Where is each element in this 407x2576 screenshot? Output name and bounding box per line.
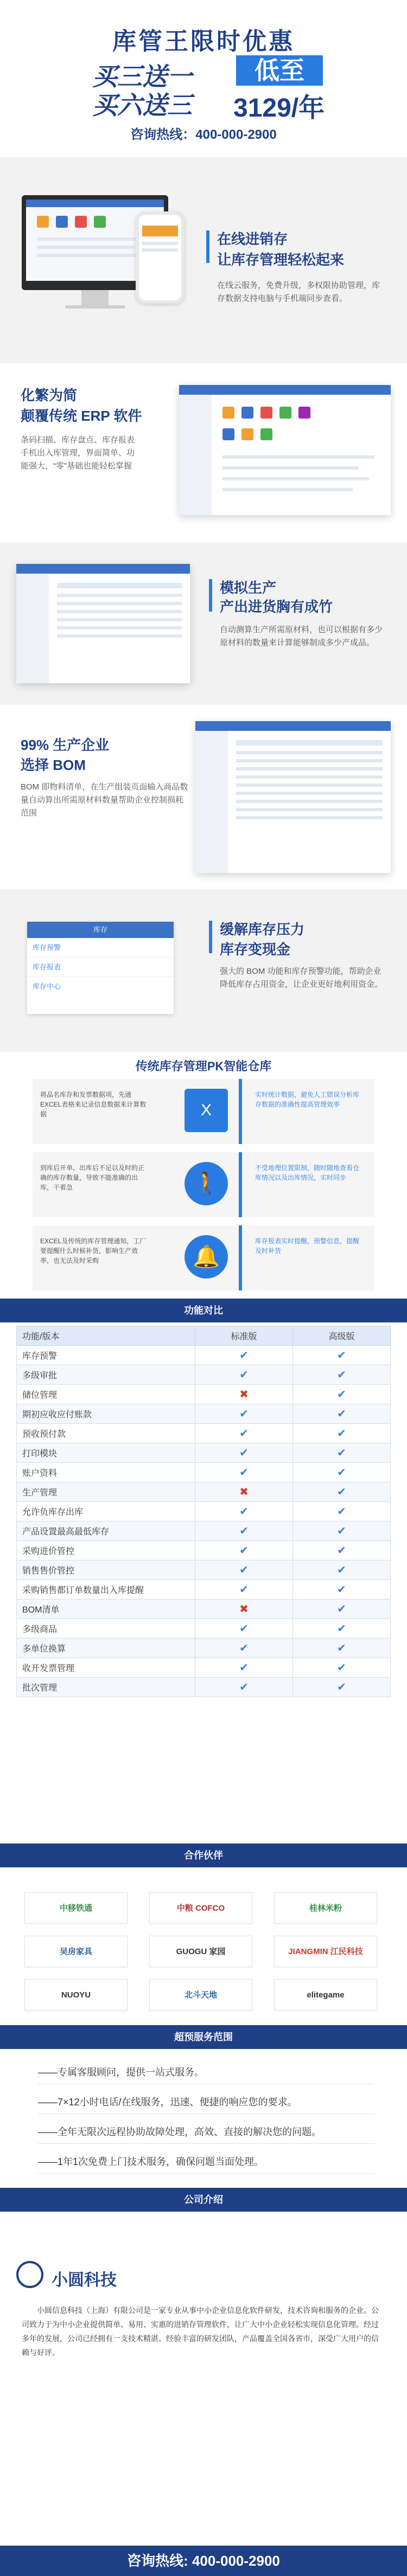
partner-logo: GUOGU 家园: [149, 1936, 252, 1967]
feature-subtitle-2: 颠覆传统 ERP 软件: [21, 408, 142, 424]
partner-logo: elitegame: [274, 1979, 377, 2010]
table-row: [17, 1482, 391, 1502]
feature-name-cell: 预收预付款: [17, 1424, 195, 1443]
compare-smart-3: 库存报表实时提醒，预警信息，提醒及时补货: [255, 1237, 360, 1255]
promo-title: 库管王限时优惠: [112, 28, 295, 55]
compare-traditional-1: 将品名库存和发票数据项，先通EXCEL表格来记录信息数据来计算数据: [40, 1091, 147, 1118]
service-item: ——1年1次免费上门技术服务，确保问题当面处理。: [38, 2150, 374, 2174]
table-row: [17, 1541, 391, 1560]
check-icon: ✔: [195, 1521, 293, 1541]
check-icon: ✔: [195, 1424, 293, 1443]
compare-traditional-3: EXCEL及传统的库存管理通知，工厂要提醒什么时候补货，影响生产效率，也无法及时采购: [40, 1237, 147, 1264]
partner-logo: NUOYU: [24, 1979, 128, 2010]
check-icon: ✔: [195, 1678, 293, 1697]
service-item: ——7×12小时电话/在线服务，迅速、便捷的响应您的要求。: [38, 2090, 374, 2114]
table-row: [17, 1599, 391, 1619]
check-icon: ✔: [195, 1404, 293, 1424]
feature-desc-3: 自动测算生产所需原材料，也可以根据有多少原材料的数量来计算能够制成多少产成品。: [220, 625, 383, 647]
feature-subtitle-5: 库存变现金: [220, 941, 291, 958]
table-row: [17, 1443, 391, 1463]
divider-stripe: [239, 1225, 242, 1290]
section-head-company: 公司介绍: [0, 2188, 407, 2212]
check-icon: ✔: [293, 1385, 391, 1404]
compare-section: [0, 1052, 407, 1296]
check-icon: ✔: [293, 1521, 391, 1541]
partner-logo: 吴房家具: [24, 1936, 128, 1967]
accent-bar: [209, 579, 212, 612]
company-logo-text: 小圆科技: [52, 2271, 117, 2289]
cross-icon: ✖: [195, 1599, 293, 1619]
check-icon: ✔: [293, 1619, 391, 1639]
table-row: [17, 1521, 391, 1541]
check-icon: ✔: [293, 1639, 391, 1658]
compare-traditional-2: 到库后开单、出库后不足以及时的正确的库存数量，导致不能准确的出库，干着急: [40, 1164, 145, 1191]
accent-bar: [209, 921, 212, 953]
cross-icon: ✖: [195, 1482, 293, 1502]
check-icon: ✔: [293, 1424, 391, 1443]
check-icon: ✔: [293, 1404, 391, 1424]
table-row: [17, 1404, 391, 1424]
partners-section: [0, 1871, 407, 2022]
feature-name-cell: 库存预警: [17, 1346, 195, 1365]
check-icon: ✔: [293, 1599, 391, 1619]
cross-icon: ✖: [195, 1385, 293, 1404]
check-icon: ✔: [293, 1346, 391, 1365]
panel-item-center[interactable]: 库存中心: [33, 982, 61, 991]
feature-name-cell: 多单位换算: [17, 1639, 195, 1658]
partner-logo: 中移铁通: [24, 1892, 128, 1924]
feature-name-cell: 收开发票管理: [17, 1658, 195, 1678]
service-item: ——全年无限次远程协助故障处理，高效、直接的解决您的问题。: [38, 2120, 374, 2144]
promo-hotline[interactable]: 咨询热线：400-000-2900: [130, 127, 277, 142]
feature-name-cell: 打印模块: [17, 1443, 195, 1463]
feature-compare-table: [16, 1326, 391, 1697]
feature-bom: [0, 705, 407, 889]
bom-window-illustration: [195, 721, 391, 873]
compare-card-1: [33, 1079, 374, 1144]
table-row: [17, 1424, 391, 1443]
feature-name-cell: 生产管理: [17, 1482, 195, 1502]
section-head-service: 超预服务范围: [0, 2025, 407, 2049]
check-icon: ✔: [293, 1678, 391, 1697]
feature-name-cell: BOM清单: [17, 1599, 195, 1619]
divider-stripe: [239, 1079, 242, 1144]
compare-title: 传统库存管理PK智能仓库: [135, 1059, 272, 1073]
table-row: [17, 1346, 391, 1365]
bell-icon: 🔔: [185, 1235, 228, 1279]
company-section: [0, 2212, 407, 2554]
panel-item-warning[interactable]: 库存预警: [27, 938, 174, 958]
feature-title-2: 化繁为简: [21, 387, 78, 403]
check-icon: ✔: [293, 1482, 391, 1502]
feature-desc-4: BOM 即物料清单，在生产组装页面输入商品数量自动算出所需原材料数量帮助企业控制损耗范围: [21, 782, 188, 818]
feature-name-cell: 采购销售都订单数量出入库提醒: [17, 1580, 195, 1599]
feature-title-5: 缓解库存压力: [220, 921, 305, 937]
table-row: [17, 1365, 391, 1385]
table-row: [17, 1560, 391, 1580]
table-header-row: [17, 1326, 391, 1346]
check-icon: ✔: [195, 1541, 293, 1560]
feature-title-3: 模拟生产: [220, 580, 277, 596]
company-logo-icon: [16, 2261, 43, 2288]
divider-stripe: [239, 1152, 242, 1217]
compare-card-2: [33, 1152, 374, 1217]
panel-item-report[interactable]: 库存报表: [27, 958, 174, 977]
feature-name-cell: 账户资料: [17, 1463, 195, 1482]
section-head-partners: 合作伙伴: [0, 1843, 407, 1867]
check-icon: ✔: [293, 1580, 391, 1599]
footer-hotline[interactable]: 咨询热线: 400-000-2900: [0, 2546, 407, 2576]
check-icon: ✔: [195, 1619, 293, 1639]
feature-name-cell: 允许负库存出库: [17, 1502, 195, 1521]
check-icon: ✔: [293, 1541, 391, 1560]
erp-window-illustration: [179, 385, 391, 515]
monitor-base: [65, 305, 125, 309]
feature-name-cell: 多级审批: [17, 1365, 195, 1385]
promo-offer-2: 买六送三: [92, 91, 192, 119]
compare-smart-2: 不受地理位置限制，随时随地查看仓库情况以及出库情况，实时同步: [255, 1164, 360, 1181]
feature-subtitle-3: 产出进货胸有成竹: [220, 599, 333, 615]
feature-name-cell: 采购进价管控: [17, 1541, 195, 1560]
promo-offer-1: 买三送一: [92, 62, 192, 91]
table-row: [17, 1619, 391, 1639]
check-icon: ✔: [195, 1580, 293, 1599]
section-head-compare-table: 功能对比: [0, 1299, 407, 1322]
feature-subtitle-1: 让库存管理轻松起来: [217, 252, 345, 268]
feature-name-cell: 销售售价管控: [17, 1560, 195, 1580]
column-header-advanced: 高级版: [293, 1326, 391, 1346]
compare-smart-1: 实时统计数据，避免人工错误分析库存数据的准确性提高管理效率: [255, 1091, 360, 1108]
feature-name-cell: 产品设置最高最低库存: [17, 1521, 195, 1541]
feature-online-inventory: [0, 157, 407, 363]
promo-hero: [0, 0, 407, 157]
check-icon: ✔: [293, 1365, 391, 1385]
partner-logo: JIANGMIN 江民科技: [274, 1936, 377, 1967]
monitor-stand: [81, 290, 109, 305]
check-icon: ✔: [293, 1502, 391, 1521]
feature-title-1: 在线进销存: [217, 231, 288, 247]
feature-name-cell: 储位管理: [17, 1385, 195, 1404]
check-icon: ✔: [195, 1443, 293, 1463]
feature-simulate-production: [0, 542, 407, 705]
table-row: [17, 1580, 391, 1599]
company-description: 小圆信息科技（上海）有限公司是一家专业从事中小企业信息化软件研发，技术咨询和服务的企业。公司致力于为中小企业提供简单、易用、实惠的进销存管理软件，让广大中小企业轻松实现信息化管理。经过多年的发展，公司已经拥有一支技术精湛、经验丰富的研发团队，产品覆盖全国各省市，深受广大用户的信赖与好评。: [22, 2307, 379, 2357]
production-window-illustration: [16, 564, 190, 683]
check-icon: ✔: [195, 1639, 293, 1658]
table-row: [17, 1502, 391, 1521]
excel-icon: X: [185, 1089, 228, 1132]
feature-subtitle-4: 选择 BOM: [21, 757, 86, 773]
check-icon: ✔: [293, 1658, 391, 1678]
check-icon: ✔: [293, 1560, 391, 1580]
table-row: [17, 1639, 391, 1658]
table-row: [17, 1678, 391, 1697]
inventory-panel: [27, 922, 174, 1014]
service-section: [0, 2050, 407, 2190]
compare-card-3: [33, 1225, 374, 1290]
walking-person-icon: 🚶: [185, 1162, 228, 1205]
table-row: [17, 1385, 391, 1404]
feature-title-4: 99% 生产企业: [21, 737, 110, 753]
feature-name-cell: 批次管理: [17, 1678, 195, 1697]
partner-logo: 中粮 COFCO: [149, 1892, 252, 1924]
feature-desc-5: 强大的 BOM 功能和库存预警功能，帮助企业降低库存占用资金，让企业更好地利用资金。: [220, 967, 383, 989]
service-item: ——专属客服顾问，提供一站式服务。: [38, 2060, 374, 2084]
feature-inventory-cash: [0, 889, 407, 1052]
partner-logo: 桂林米粉: [274, 1892, 377, 1924]
table-row: [17, 1463, 391, 1482]
feature-desc-2: 条码扫描、库存盘点、库存报表手机出入库管理，界面简单、功能强大，“零”基础也能轻松掌握: [21, 435, 135, 471]
check-icon: ✔: [195, 1365, 293, 1385]
check-icon: ✔: [195, 1346, 293, 1365]
check-icon: ✔: [195, 1560, 293, 1580]
check-icon: ✔: [195, 1658, 293, 1678]
column-header-feature: 功能/版本: [17, 1326, 195, 1346]
check-icon: ✔: [195, 1502, 293, 1521]
promo-low-badge: 低至: [236, 55, 323, 86]
feature-name-cell: 多级商品: [17, 1619, 195, 1639]
accent-bar: [206, 230, 209, 263]
inventory-panel-head: 库存: [27, 922, 174, 938]
partner-logo: 北斗天地: [149, 1979, 252, 2010]
feature-simplify-erp: [0, 363, 407, 542]
promo-price: 3129/年: [233, 94, 325, 123]
check-icon: ✔: [195, 1463, 293, 1482]
check-icon: ✔: [293, 1443, 391, 1463]
check-icon: ✔: [293, 1463, 391, 1482]
phone-illustration: [136, 211, 185, 304]
feature-desc-1: 在线云服务，免费升级，多权限协助管理，库存数据支持电脑与手机端同步查看。: [217, 281, 380, 303]
table-row: [17, 1658, 391, 1678]
feature-name-cell: 期初应收应付账款: [17, 1404, 195, 1424]
column-header-standard: 标准版: [195, 1326, 293, 1346]
